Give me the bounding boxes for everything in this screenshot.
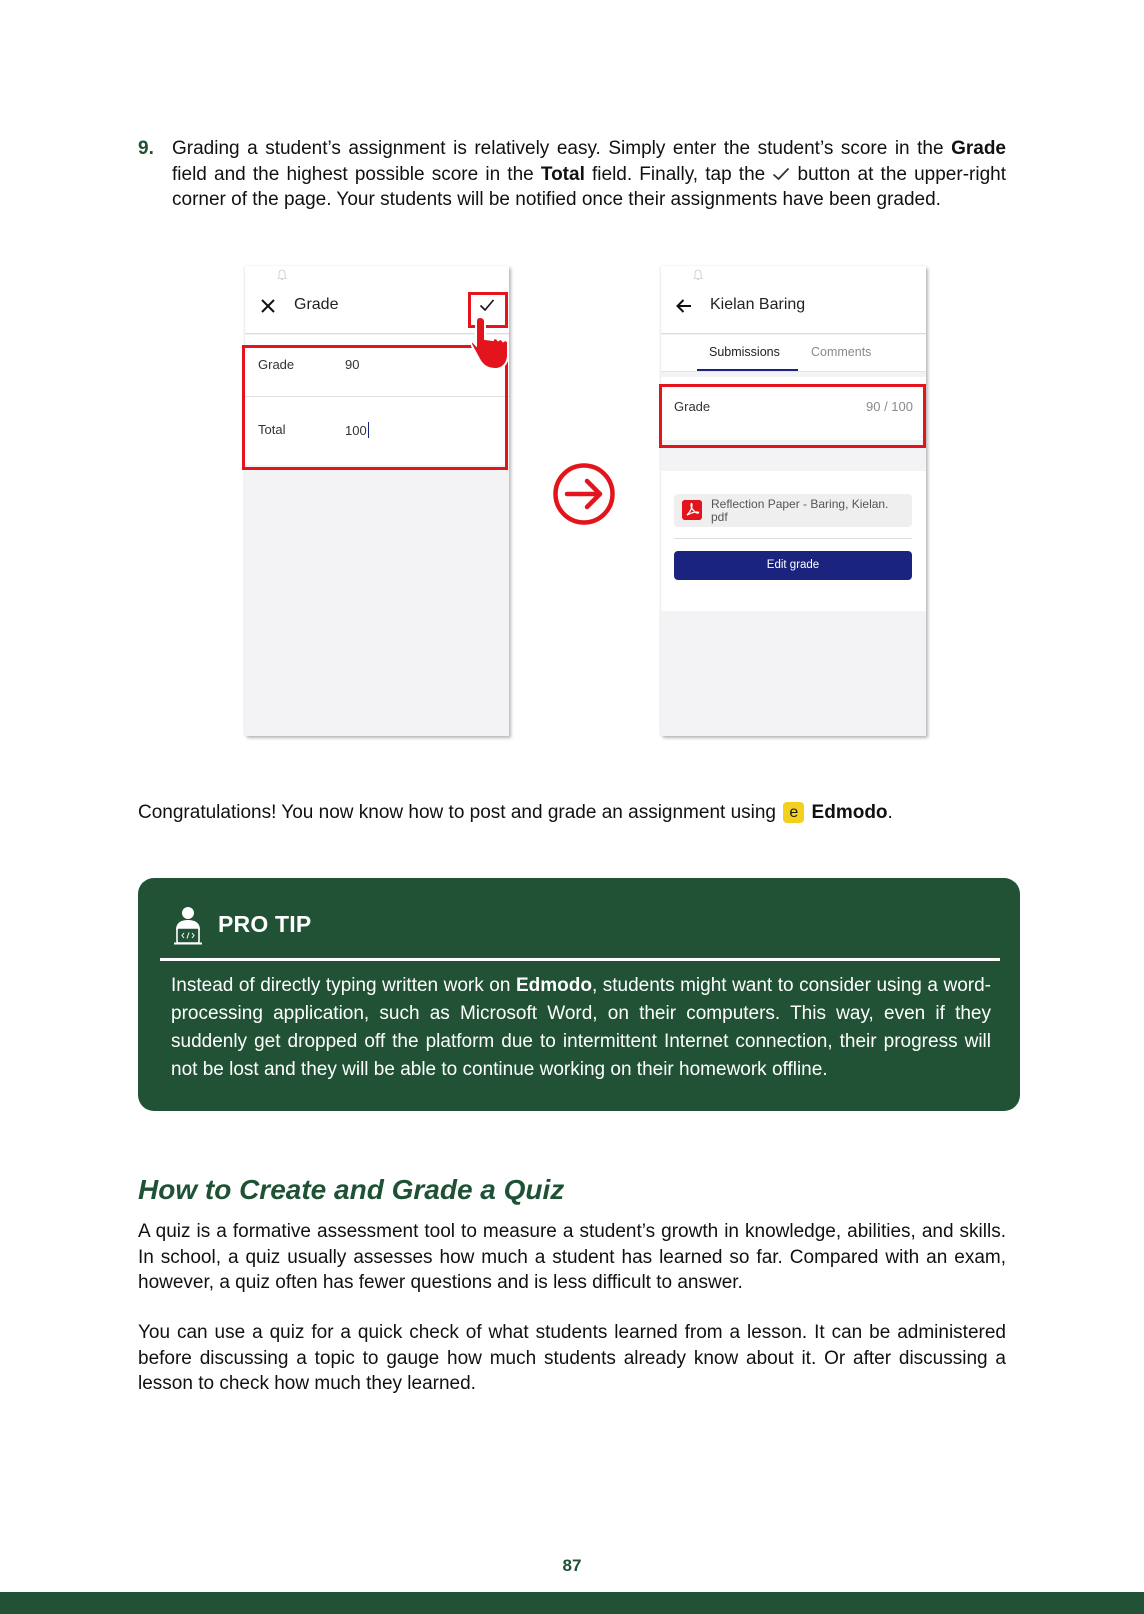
edmodo-brand: Edmodo [515, 975, 592, 996]
edit-grade-button[interactable]: Edit grade [674, 551, 912, 580]
app-header [661, 266, 926, 334]
bell-icon [277, 269, 287, 281]
submission-screenshot [661, 266, 926, 736]
arrow-right-icon [551, 461, 617, 527]
total-field-term: Total [540, 163, 585, 185]
grade-field-term: Grade [951, 138, 1006, 159]
tab-submissions[interactable]: Submissions [709, 345, 780, 359]
step-number: 9. [138, 138, 154, 159]
grade-entry-screenshot [245, 266, 509, 736]
active-tab-indicator [697, 369, 798, 371]
total-field-label: Total [258, 422, 286, 437]
back-arrow-icon[interactable] [675, 297, 693, 315]
pointing-hand-icon [471, 315, 511, 375]
page-number: 87 [562, 1556, 582, 1575]
divider [674, 538, 912, 539]
total-field-input[interactable]: 100 [345, 422, 369, 438]
grade-field-label: Grade [258, 357, 295, 372]
check-icon [772, 167, 790, 181]
bell-icon [693, 269, 703, 281]
attachment-name: Reflection Paper - Baring, Kielan. pdf [711, 497, 889, 524]
grade-label: Grade [674, 399, 711, 414]
tab-bar [661, 335, 926, 372]
screen-title: Grade [294, 296, 339, 313]
paragraph: You can use a quiz for a quick check of what students learned from a lesson. It can be administered before discussing a topic to gauge how much students already know about it. Or after discussing a lesson to check how much they learned. [138, 1322, 1006, 1394]
congrats-text: Congratulations! You now know how to post and grade an assignment using e Edmodo. [138, 802, 893, 823]
grade-field-input[interactable]: 90 [345, 357, 360, 372]
close-icon[interactable] [259, 297, 277, 315]
footer-bar [0, 1592, 1144, 1614]
divider [160, 958, 1000, 961]
grade-highlight-box [659, 384, 926, 448]
grade-value: 90 / 100 [866, 399, 913, 414]
edmodo-logo-icon: e [783, 802, 804, 823]
pdf-icon [682, 500, 702, 520]
developer-person-icon [172, 906, 204, 946]
paragraph: A quiz is a formative assessment tool to measure a student’s growth in knowledge, abilities, and skills. In school, a quiz usually assesses how much a student has learned so far. Compared with an exam, however, a quiz often has fewer questions and is less difficult to answer. [138, 1221, 1006, 1293]
section-heading: How to Create and Grade a Quiz [138, 1174, 565, 1205]
student-name: Kielan Baring [710, 296, 806, 313]
pro-tip-box [138, 878, 1020, 1111]
tab-comments[interactable]: Comments [811, 345, 872, 359]
pro-tip-title: PRO TIP [218, 911, 312, 937]
attachment-chip[interactable] [674, 494, 912, 527]
step-9 [138, 136, 1006, 213]
form-highlight-box [242, 345, 508, 470]
attachment-area [661, 471, 926, 611]
edmodo-brand: Edmodo [811, 802, 888, 823]
step-text: Grading a student’s assignment is relatively easy. Simply enter the student’s score in the Grade field and the highest possible score in the Total field. Finally, tap the button at the upper-right corner of the page. Your students will be notified once their assignments have been graded. [172, 138, 1006, 210]
pro-tip-body: Instead of directly typing written work on Edmodo, students might want to consider using a word-processing application, such as Microsoft Word, on their computers. This way, even if they suddenly get dropped off the platform due to intermittent Internet connection, their progress will not be lost and they will be able to continue working on their homework offline. [171, 975, 991, 1080]
